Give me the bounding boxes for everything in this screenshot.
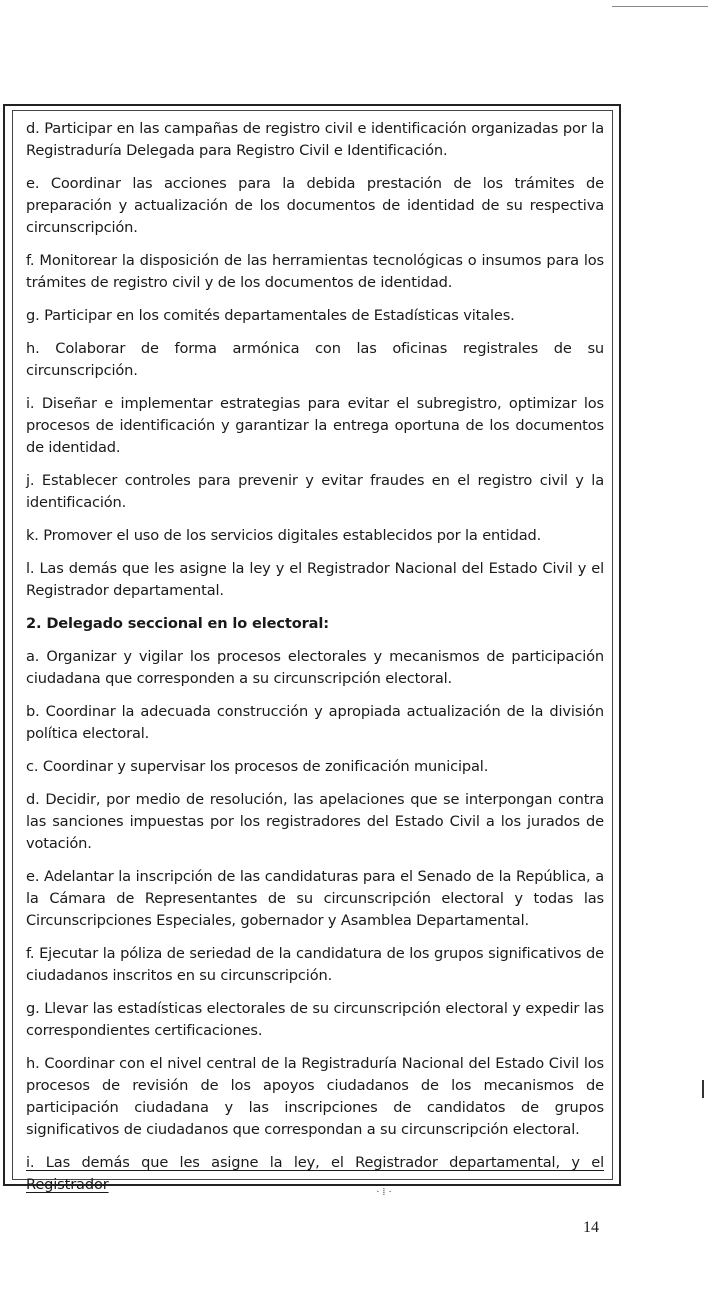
page-number: 14 [583, 1219, 599, 1236]
paragraph-1j: j. Establecer controles para prevenir y evitar fraudes en el registro civil y la identificación. [26, 472, 604, 511]
scan-specks: · ⁞ · [376, 1186, 392, 1198]
document-body [26, 118, 604, 1196]
paragraph-1e: e. Coordinar las acciones para la debida prestación de los trámites de preparación y actualización de los documentos de identidad de su respectiva circunscripción. [26, 175, 604, 236]
paragraph-1k: k. Promover el uso de los servicios digitales establecidos por la entidad. [26, 527, 542, 544]
paragraph-1i: i. Diseñar e implementar estrategias para evitar el subregistro, optimizar los procesos de identificación y garantizar la entrega oportuna de los documentos de identidad. [26, 395, 604, 456]
paragraph-1f: f. Monitorear la disposición de las herramientas tecnológicas o insumos para los trámites de registro civil y de los documentos de identidad. [26, 252, 604, 291]
paragraph-2e: e. Adelantar la inscripción de las candidaturas para el Senado de la República, a la Cámara de Representantes de su circunscripción electoral y todas las Circunscripciones Especiales, gobernador y Asamblea Departamental. [26, 868, 604, 929]
paragraph-2d: d. Decidir, por medio de resolución, las apelaciones que se interpongan contra las sanciones impuestas por los registradores del Estado Civil a los jurados de votación. [26, 791, 604, 852]
paragraph-1g: g. Participar en los comités departamentales de Estadísticas vitales. [26, 307, 515, 324]
paragraph-2a: a. Organizar y vigilar los procesos electorales y mecanismos de participación ciudadana que corresponden a su circunscripción electoral. [26, 648, 604, 687]
paragraph-2i: i. Las demás que les asigne la ley, el Registrador departamental, y el Registrador [26, 1154, 604, 1193]
paragraph-1l: l. Las demás que les asigne la ley y el Registrador Nacional del Estado Civil y el Registrador departamental. [26, 560, 604, 599]
paragraph-1d: d. Participar en las campañas de registro civil e identificación organizadas por la Registraduría Delegada para Registro Civil e Identificación. [26, 120, 604, 159]
paragraph-1h: h. Colaborar de forma armónica con las oficinas registrales de su circunscripción. [26, 340, 604, 379]
paragraph-2h: h. Coordinar con el nivel central de la Registraduría Nacional del Estado Civil los procesos de revisión de los apoyos ciudadanos de los mecanismos de participación ciudadana y las inscripciones de candidatos de grupos significativos de ciudadanos que correspondan a su circunscripción electoral. [26, 1055, 604, 1138]
paragraph-2b: b. Coordinar la adecuada construcción y apropiada actualización de la división política electoral. [26, 703, 604, 742]
paragraph-2c: c. Coordinar y supervisar los procesos de zonificación municipal. [26, 758, 489, 775]
section-heading: 2. Delegado seccional en lo electoral: [26, 615, 329, 632]
paragraph-2g: g. Llevar las estadísticas electorales de su circunscripción electoral y expedir las correspondientes certificaciones. [26, 1000, 604, 1039]
top-edge-rule [612, 6, 708, 7]
scan-edge-mark [702, 1080, 704, 1098]
paragraph-2f: f. Ejecutar la póliza de seriedad de la candidatura de los grupos significativos de ciudadanos inscritos en su circunscripción. [26, 945, 604, 984]
